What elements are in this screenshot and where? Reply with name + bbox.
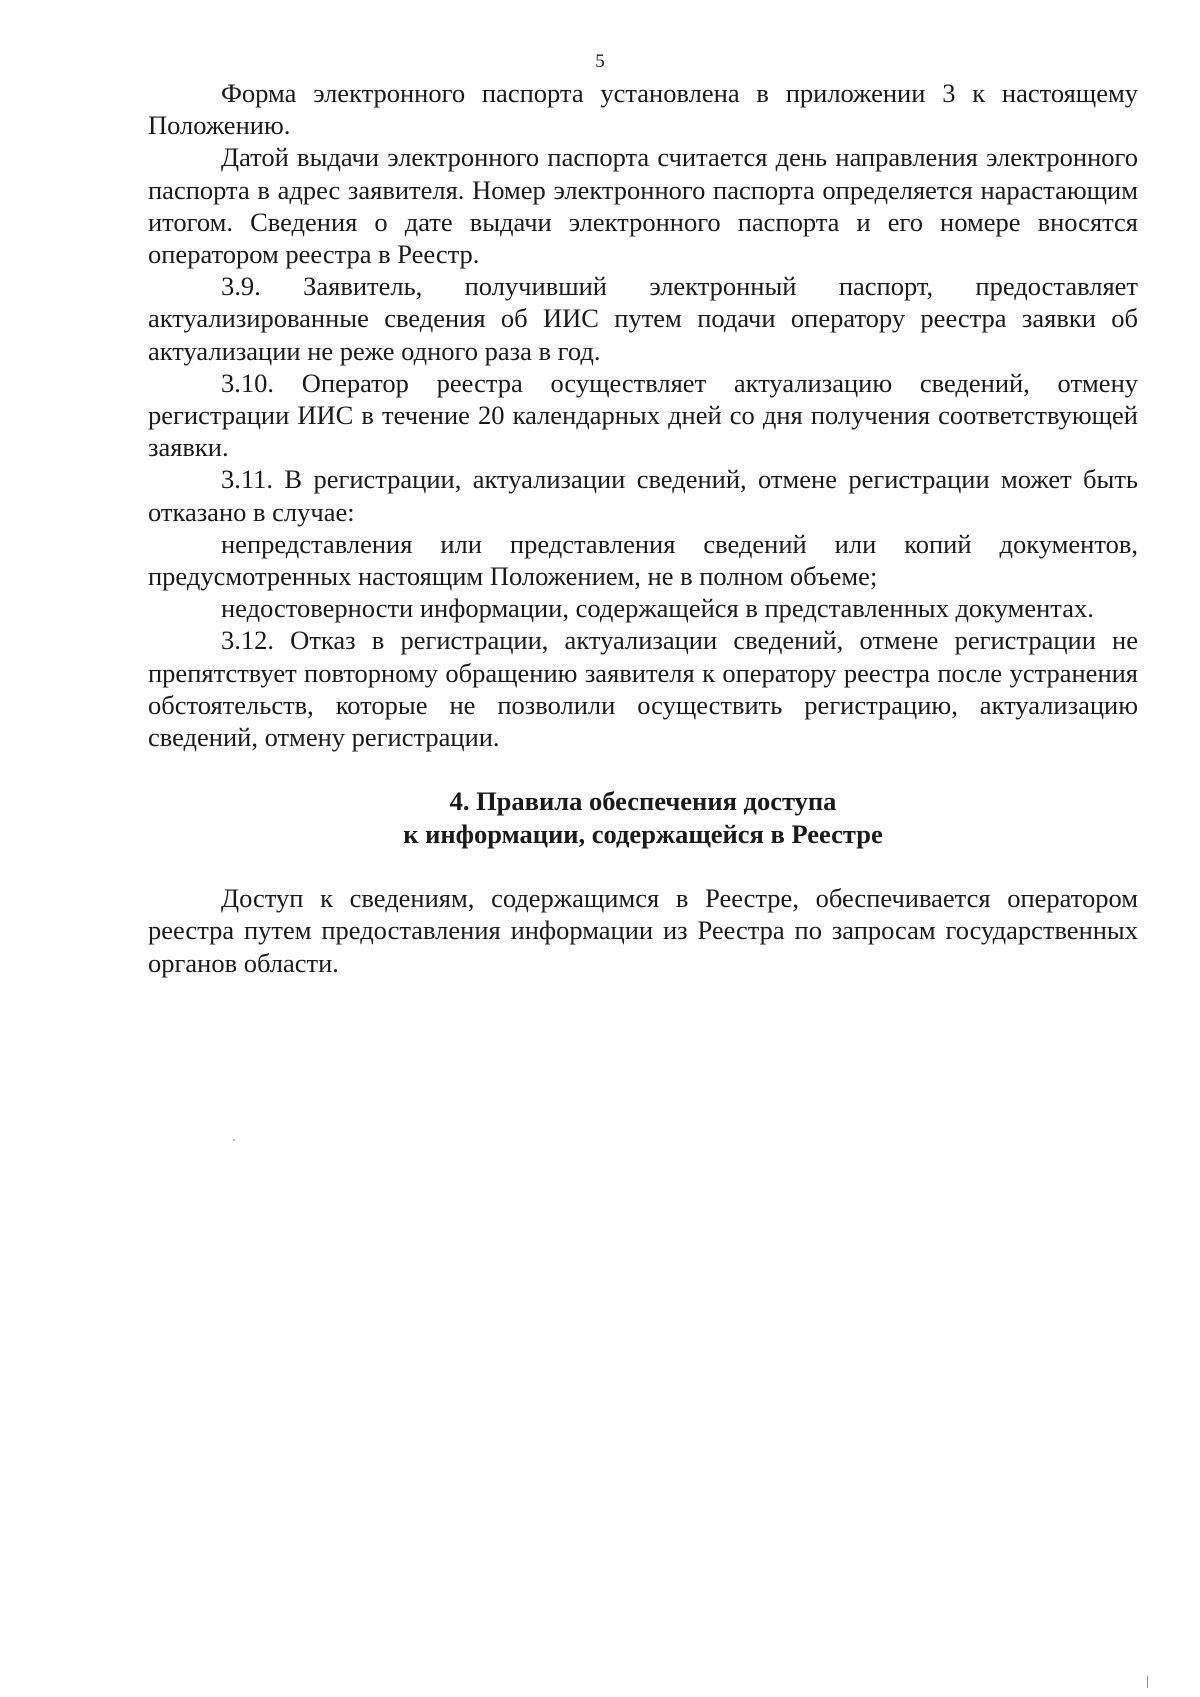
- paragraph-3-11: 3.11. В регистрации, актуализации сведений, отмене регистрации может быть отказано в случае:: [148, 464, 1138, 527]
- paragraph-section-4-access: Доступ к сведениям, содержащимся в Реестре, обеспечивается оператором реестра путем предоставления информации из Реестра по запросам государственных органов области.: [148, 883, 1138, 978]
- scan-edge-mark: [1147, 1676, 1148, 1688]
- paragraph-refusal-reason-2: недостоверности информации, содержащейся в представленных документах.: [221, 593, 1094, 624]
- scan-speck: [233, 1139, 235, 1141]
- paragraph-passport-issue-date: Датой выдачи электронного паспорта считается день направления электронного паспорта в адрес заявителя. Номер электронного паспорта определяется нарастающим итогом. Сведения о дате выдачи электронного паспорта и его номере вносятся оператором реестра в Реестр.: [148, 142, 1138, 270]
- document-body: [148, 77, 1138, 979]
- section-4-heading: [148, 785, 1138, 851]
- paragraph-refusal-reason-1: непредставления или представления сведений или копий документов, предусмотренных настоящим Положением, не в полном объеме;: [148, 528, 1138, 592]
- paragraph-passport-form: Форма электронного паспорта установлена в приложении 3 к настоящему Положению.: [148, 78, 1138, 141]
- page-number: 5: [595, 51, 605, 72]
- paragraph-3-12: 3.12. Отказ в регистрации, актуализации сведений, отмене регистрации не препятствует повторному обращению заявителя к оператору реестра после устранения обстоятельств, которые не позволили осуществить регистрацию, актуализацию сведений, отмену регистрации.: [148, 625, 1138, 753]
- paragraph-3-10: 3.10. Оператор реестра осуществляет актуализацию сведений, отмену регистрации ИИС в течение 20 календарных дней со дня получения соответствующей заявки.: [148, 367, 1138, 463]
- section-4-heading-line-1: 4. Правила обеспечения доступа: [449, 786, 837, 817]
- section-4-heading-line-2: к информации, содержащейся в Реестре: [403, 819, 883, 850]
- paragraph-3-9: 3.9. Заявитель, получивший электронный паспорт, предоставляет актуализированные сведения об ИИС путем подачи оператору реестра заявки об актуализации не реже одного раза в год.: [148, 271, 1138, 366]
